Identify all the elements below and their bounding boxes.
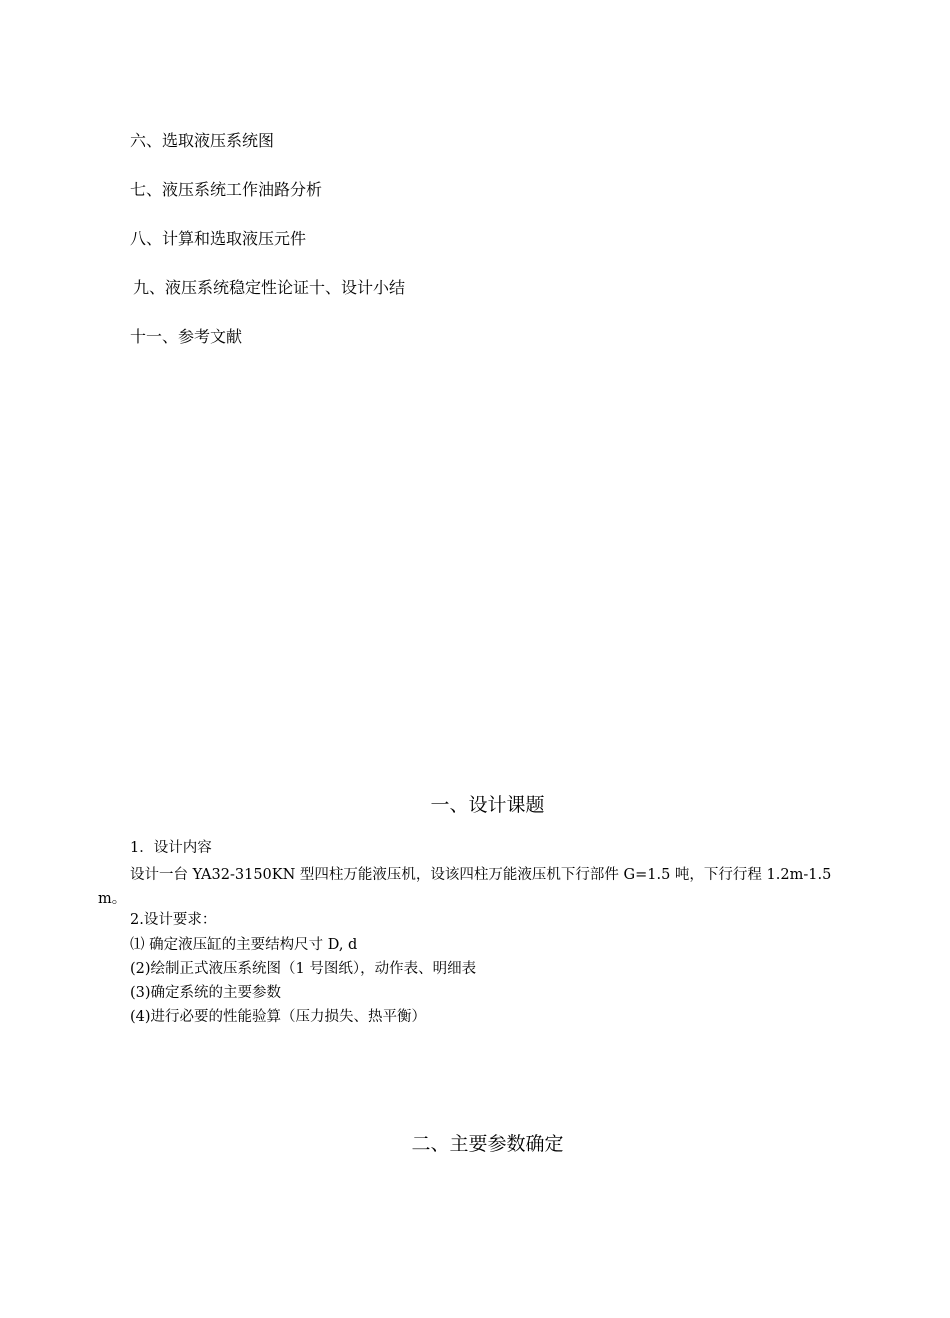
- toc-item-6: 六、选取液压系统图: [130, 131, 275, 150]
- toc-item-11: 十一、参考文献: [130, 327, 243, 346]
- requirement-item-1: ⑴ 确定液压缸的主要结构尺寸 D, d: [130, 937, 358, 953]
- requirement-item-2: (2)绘制正式液压系统图（1 号图纸），动作表、明细表: [130, 961, 477, 977]
- toc-item-8: 八、计算和选取液压元件: [130, 229, 307, 248]
- section-2-title: 二、主要参数确定: [411, 1133, 564, 1155]
- toc-item-7: 七、液压系统工作油路分析: [130, 180, 323, 199]
- design-content-paragraph: 设计一台 YA32-3150KN 型四柱万能液压机，设该四柱万能液压机下行部件 G=1.5 吨，下行行程 1.2m-1.5m。: [98, 867, 832, 907]
- design-content-heading: 1．设计内容: [130, 840, 212, 856]
- requirement-item-4: (4)进行必要的性能验算（压力损失、热平衡）: [130, 1009, 427, 1025]
- design-requirements-heading: 2.设计要求：: [130, 912, 217, 928]
- toc-item-9-10: 九、液压系统稳定性论证十、设计小结: [133, 278, 406, 297]
- requirement-item-3: (3)确定系统的主要参数: [130, 985, 282, 1001]
- section-1-title: 一、设计课题: [430, 794, 545, 816]
